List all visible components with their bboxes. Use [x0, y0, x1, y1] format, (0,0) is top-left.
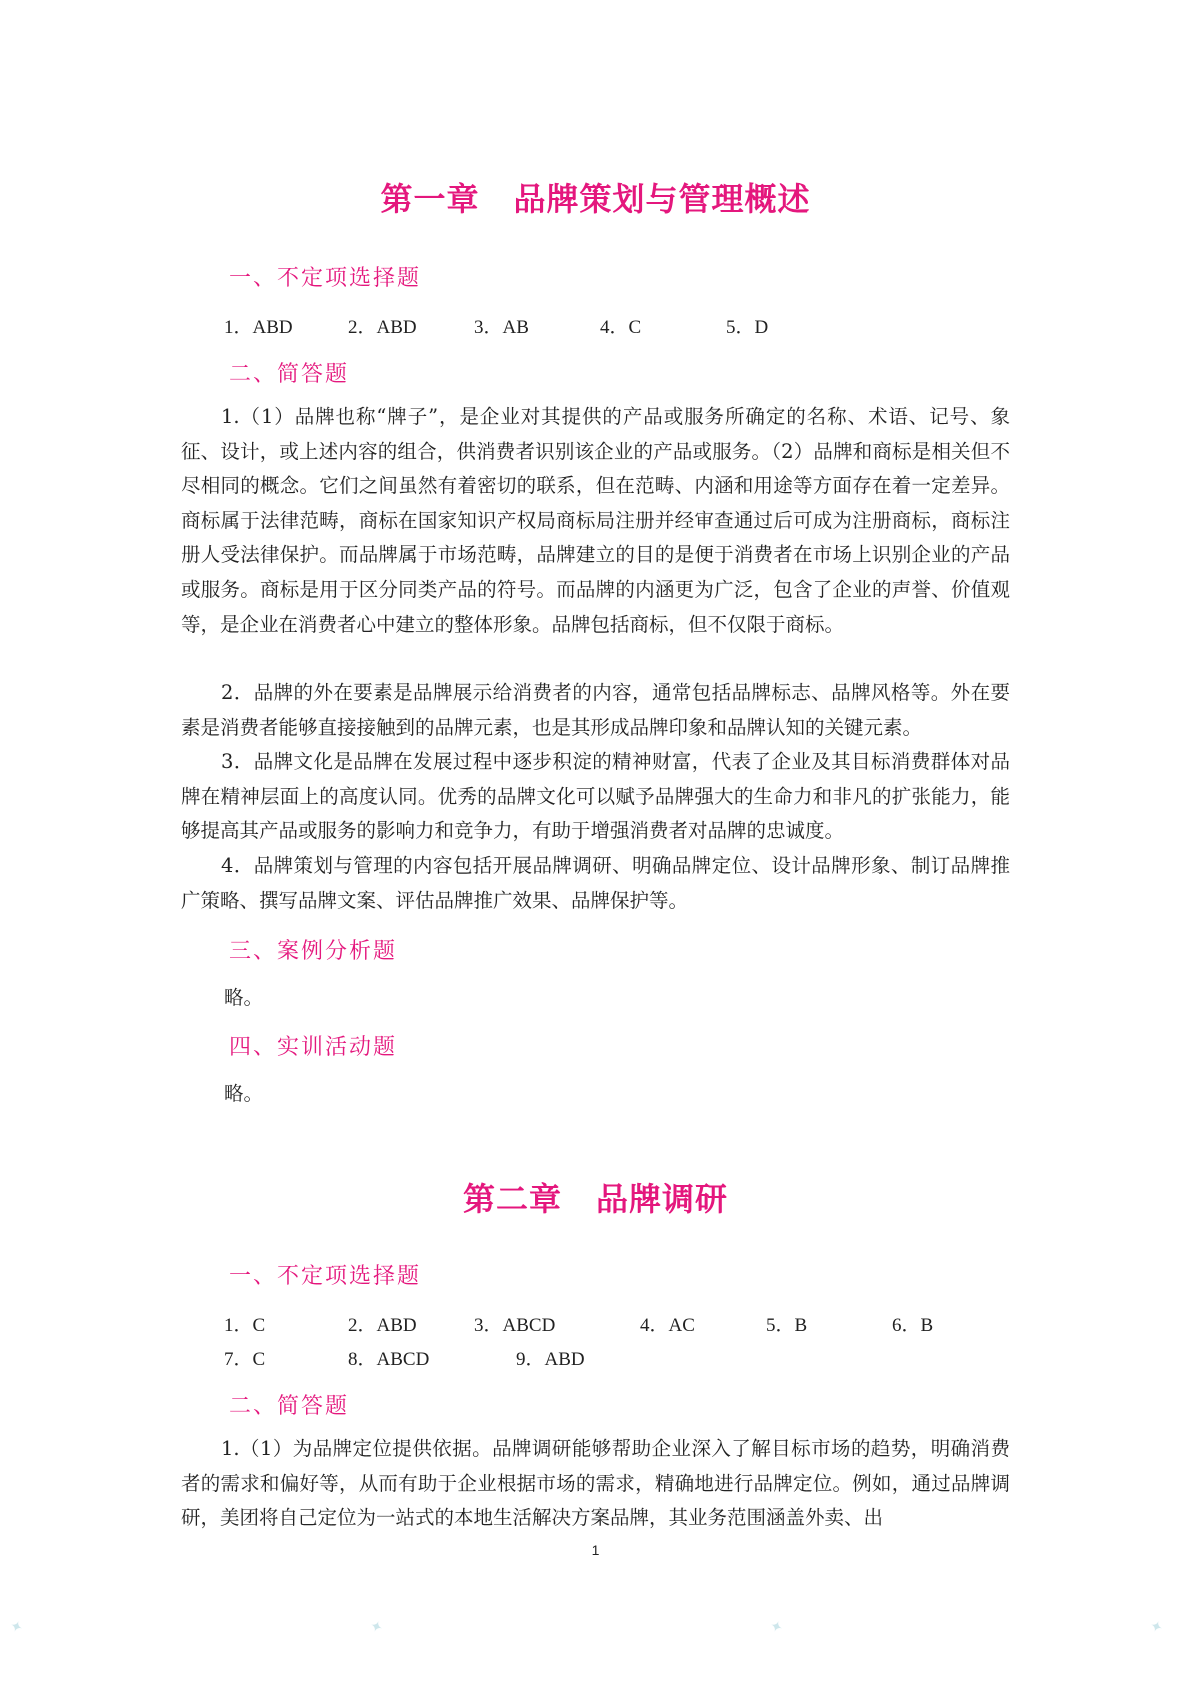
answer-item: 8．ABCD — [348, 1349, 430, 1370]
page-number: 1 — [591, 1542, 600, 1558]
chapter-1-name: 品牌策划与管理概述 — [513, 180, 811, 218]
training-activity-text: 略。 — [224, 1082, 264, 1105]
answer-item: 2．ABD — [348, 1315, 417, 1336]
watermark-icon: ✦ — [1147, 1616, 1167, 1638]
answer-item: 3．AB — [474, 317, 529, 338]
answer-paragraph: 2．品牌的外在要素是品牌展示给消费者的内容，通常包括品牌标志、品牌风格等。外在要素是消费者能够直接接触到的品牌元素，也是其形成品牌印象和品牌认知的关键元素。 — [181, 681, 1010, 739]
section-heading: 二、简答题 — [229, 1394, 350, 1419]
answer-paragraph: 1.（1）品牌也称“牌子”，是企业对其提供的产品或服务所确定的名称、术语、记号、象征、设计，或上述内容的组合，供消费者识别该企业的产品或服务。（2）品牌和商标是相关但不尽相同的概念。它们之间虽然有着密切的联系，但在范畴、内涵和用途等方面存在着一定差异。商标属于法律范畴，商标在国家知识产权局商标局注册并经审查通过后可成为注册商标，商标注册人受法律保护。而品牌属于市场范畴，品牌建立的目的是便于消费者在市场上识别企业的产品或服务。商标是用于区分同类产品的符号。而品牌的内涵更为广泛，包含了企业的声誉、价值观等，是企业在消费者心中建立的整体形象。品牌包括商标，但不仅限于商标。 — [181, 405, 1010, 636]
answer-paragraph: 1.（1）为品牌定位提供依据。品牌调研能够帮助企业深入了解目标市场的趋势，明确消费者的需求和偏好等，从而有助于企业根据市场的需求，精确地进行品牌定位。例如，通过品牌调研，美团将自己定位为一站式的本地生活解决方案品牌，其业务范围涵盖外卖、出 — [181, 1437, 1010, 1530]
answer-item: 2．ABD — [348, 317, 417, 338]
chapter-2-name: 品牌调研 — [596, 1180, 729, 1218]
section-heading: 一、不定项选择题 — [229, 1264, 422, 1289]
answer-item: 9．ABD — [516, 1349, 585, 1370]
section-heading: 三、案例分析题 — [229, 939, 398, 964]
answer-item: 7．C — [224, 1349, 266, 1370]
answer-item: 4．AC — [640, 1315, 695, 1336]
answer-item: 6．B — [892, 1315, 934, 1336]
section-heading: 四、实训活动题 — [229, 1035, 398, 1060]
chapter-1-title — [0, 174, 1191, 220]
chapter-1-number: 第一章 — [380, 180, 480, 218]
section-heading: 一、不定项选择题 — [229, 266, 422, 291]
case-analysis-text: 略。 — [224, 986, 264, 1009]
chapter-2-title — [0, 1174, 1191, 1220]
answer-paragraph: 4．品牌策划与管理的内容包括开展品牌调研、明确品牌定位、设计品牌形象、制订品牌推广策略、撰写品牌文案、评估品牌推广效果、品牌保护等。 — [181, 854, 1010, 912]
watermark-icon: ✦ — [767, 1616, 787, 1638]
answer-item: 4．C — [600, 317, 642, 338]
answer-item: 1．C — [224, 1315, 266, 1336]
watermark-icon: ✦ — [367, 1616, 387, 1638]
answer-item: 1．ABD — [224, 317, 293, 338]
watermark-icon: ✦ — [7, 1616, 27, 1638]
chapter-2-number: 第二章 — [462, 1180, 562, 1218]
answer-item: 3．ABCD — [474, 1315, 556, 1336]
answer-item: 5．B — [766, 1315, 808, 1336]
answer-item: 5．D — [726, 317, 769, 338]
section-heading: 二、简答题 — [229, 362, 350, 387]
answer-paragraph: 3．品牌文化是品牌在发展过程中逐步积淀的精神财富，代表了企业及其目标消费群体对品牌在精神层面上的高度认同。优秀的品牌文化可以赋予品牌强大的生命力和非凡的扩张能力，能够提高其产品或服务的影响力和竞争力，有助于增强消费者对品牌的忠诚度。 — [181, 750, 1010, 843]
